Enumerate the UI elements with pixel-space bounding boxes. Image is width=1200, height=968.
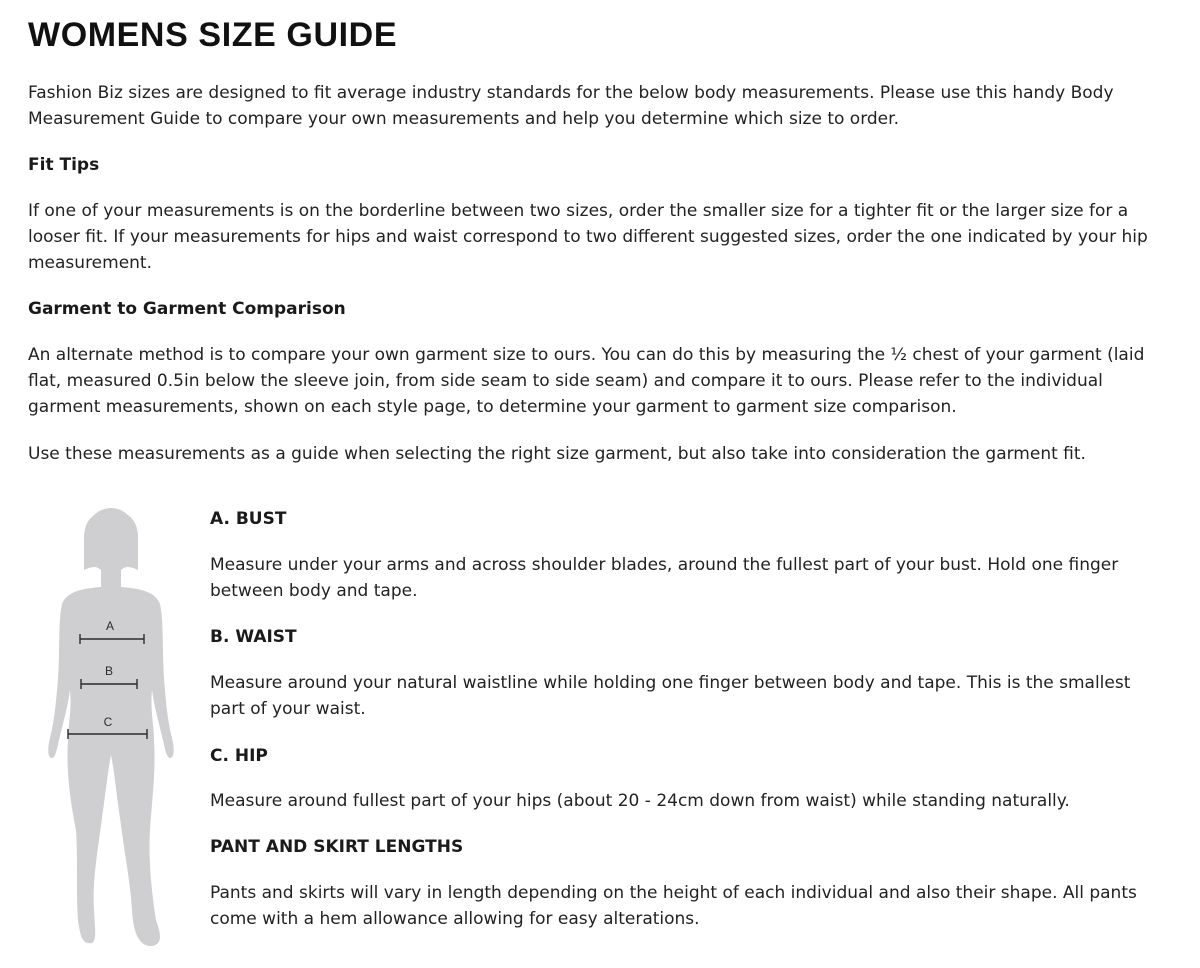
body-measurement-figure [40,500,190,955]
marker-b: B [104,664,114,678]
hip-text: Measure around fullest part of your hips (about 20 - 24cm down from waist) while standing naturally. [210,791,1070,811]
body-shape [48,586,173,946]
usage-note: Use these measurements as a guide when selecting the right size garment, but also take into consideration the garment fit. [28,444,1086,464]
comparison-heading: Garment to Garment Comparison [28,299,346,319]
comparison-paragraph: An alternate method is to compare your own garment size to ours. You can do this by measuring the ½ chest of your garment (laid flat, measured 0.5in below the sleeve join, from side seam to side seam) and compare it to ours. Please refer to the individual garment measurements, shown on each style page, to determine your garment to garment size comparison. [28,345,1145,417]
intro-paragraph: Fashion Biz sizes are designed to fit average industry standards for the below body measurements. Please use this handy Body Measurement Guide to compare your own measurements and help you determine which size to order. [28,83,1114,129]
female-body-silhouette-icon [40,500,190,955]
waist-text: Measure around your natural waistline while holding one finger between body and tape. This is the smallest part of your waist. [210,673,1131,719]
hair-shape [84,510,138,570]
pant-skirt-lengths-text: Pants and skirts will vary in length depending on the height of each individual and also their shape. All pants come with a hem allowance allowing for easy alterations. [210,883,1137,929]
bust-text: Measure under your arms and across shoulder blades, around the fullest part of your bust. Hold one finger between body and tape. [210,555,1119,601]
bust-heading: A. BUST [210,509,287,529]
pant-skirt-lengths-heading: PANT AND SKIRT LENGTHS [210,837,464,857]
page-title: WOMENS SIZE GUIDE [28,16,398,54]
waist-heading: B. WAIST [210,627,297,647]
fit-tips-paragraph: If one of your measurements is on the borderline between two sizes, order the smaller size for a tighter fit or the larger size for a looser fit. If your measurements for hips and waist correspond to two different suggested sizes, order the one indicated by your hip measurement. [28,201,1148,273]
marker-a: A [105,619,115,633]
hip-heading: C. HIP [210,746,268,766]
marker-c: C [103,715,113,729]
fit-tips-heading: Fit Tips [28,155,100,175]
